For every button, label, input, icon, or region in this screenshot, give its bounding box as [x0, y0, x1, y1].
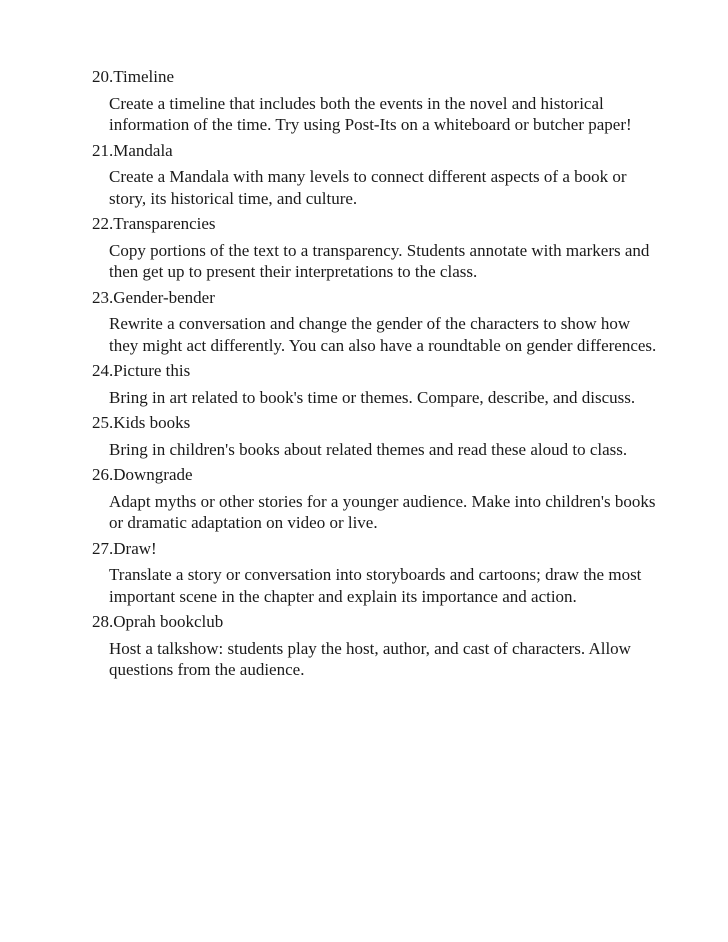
- list-item: [92, 66, 662, 136]
- item-heading: 28.Oprah bookclub: [92, 612, 224, 631]
- item-description: Copy portions of the text to a transparency. Students annotate with markers and then get up to present their interpretations to the class.: [109, 240, 650, 281]
- item-description: Bring in children's books about related themes and read these aloud to class.: [109, 439, 628, 459]
- activity-list: [92, 66, 662, 685]
- list-item: [92, 611, 662, 681]
- item-description: Rewrite a conversation and change the gender of the characters to show how they might act differently. You can also have a roundtable on gender differences.: [109, 314, 657, 355]
- item-heading: 27.Draw!: [92, 538, 157, 558]
- list-item: [92, 213, 662, 283]
- item-description: Host a talkshow: students play the host, author, and cast of characters. Allow questions from the audience.: [109, 638, 631, 679]
- list-item: [92, 140, 662, 210]
- item-heading: 26.Downgrade: [92, 465, 193, 484]
- item-description: Bring in art related to book's time or themes. Compare, describe, and discuss.: [109, 387, 636, 407]
- list-item: [92, 464, 662, 534]
- list-item: [92, 360, 662, 408]
- list-item: [92, 412, 662, 460]
- item-heading: 21.Mandala: [92, 140, 173, 160]
- item-heading: 20.Timeline: [92, 67, 175, 86]
- item-heading: 25.Kids books: [92, 413, 191, 432]
- item-heading: 23.Gender-bender: [92, 287, 215, 307]
- list-item: [92, 538, 662, 608]
- item-heading: 24.Picture this: [92, 361, 191, 380]
- item-heading: 22.Transparencies: [92, 214, 216, 233]
- item-description: Create a timeline that includes both the events in the novel and historical information of the time. Try using Post-Its on a whiteboard or butcher paper!: [109, 93, 632, 134]
- item-description: Adapt myths or other stories for a younger audience. Make into children's books or dramatic adaptation on video or live.: [109, 491, 656, 532]
- list-item: [92, 287, 662, 357]
- item-description: Create a Mandala with many levels to connect different aspects of a book or story, its historical time, and culture.: [109, 167, 627, 208]
- item-description: Translate a story or conversation into storyboards and cartoons; draw the most important scene in the chapter and explain its importance and action.: [109, 565, 642, 606]
